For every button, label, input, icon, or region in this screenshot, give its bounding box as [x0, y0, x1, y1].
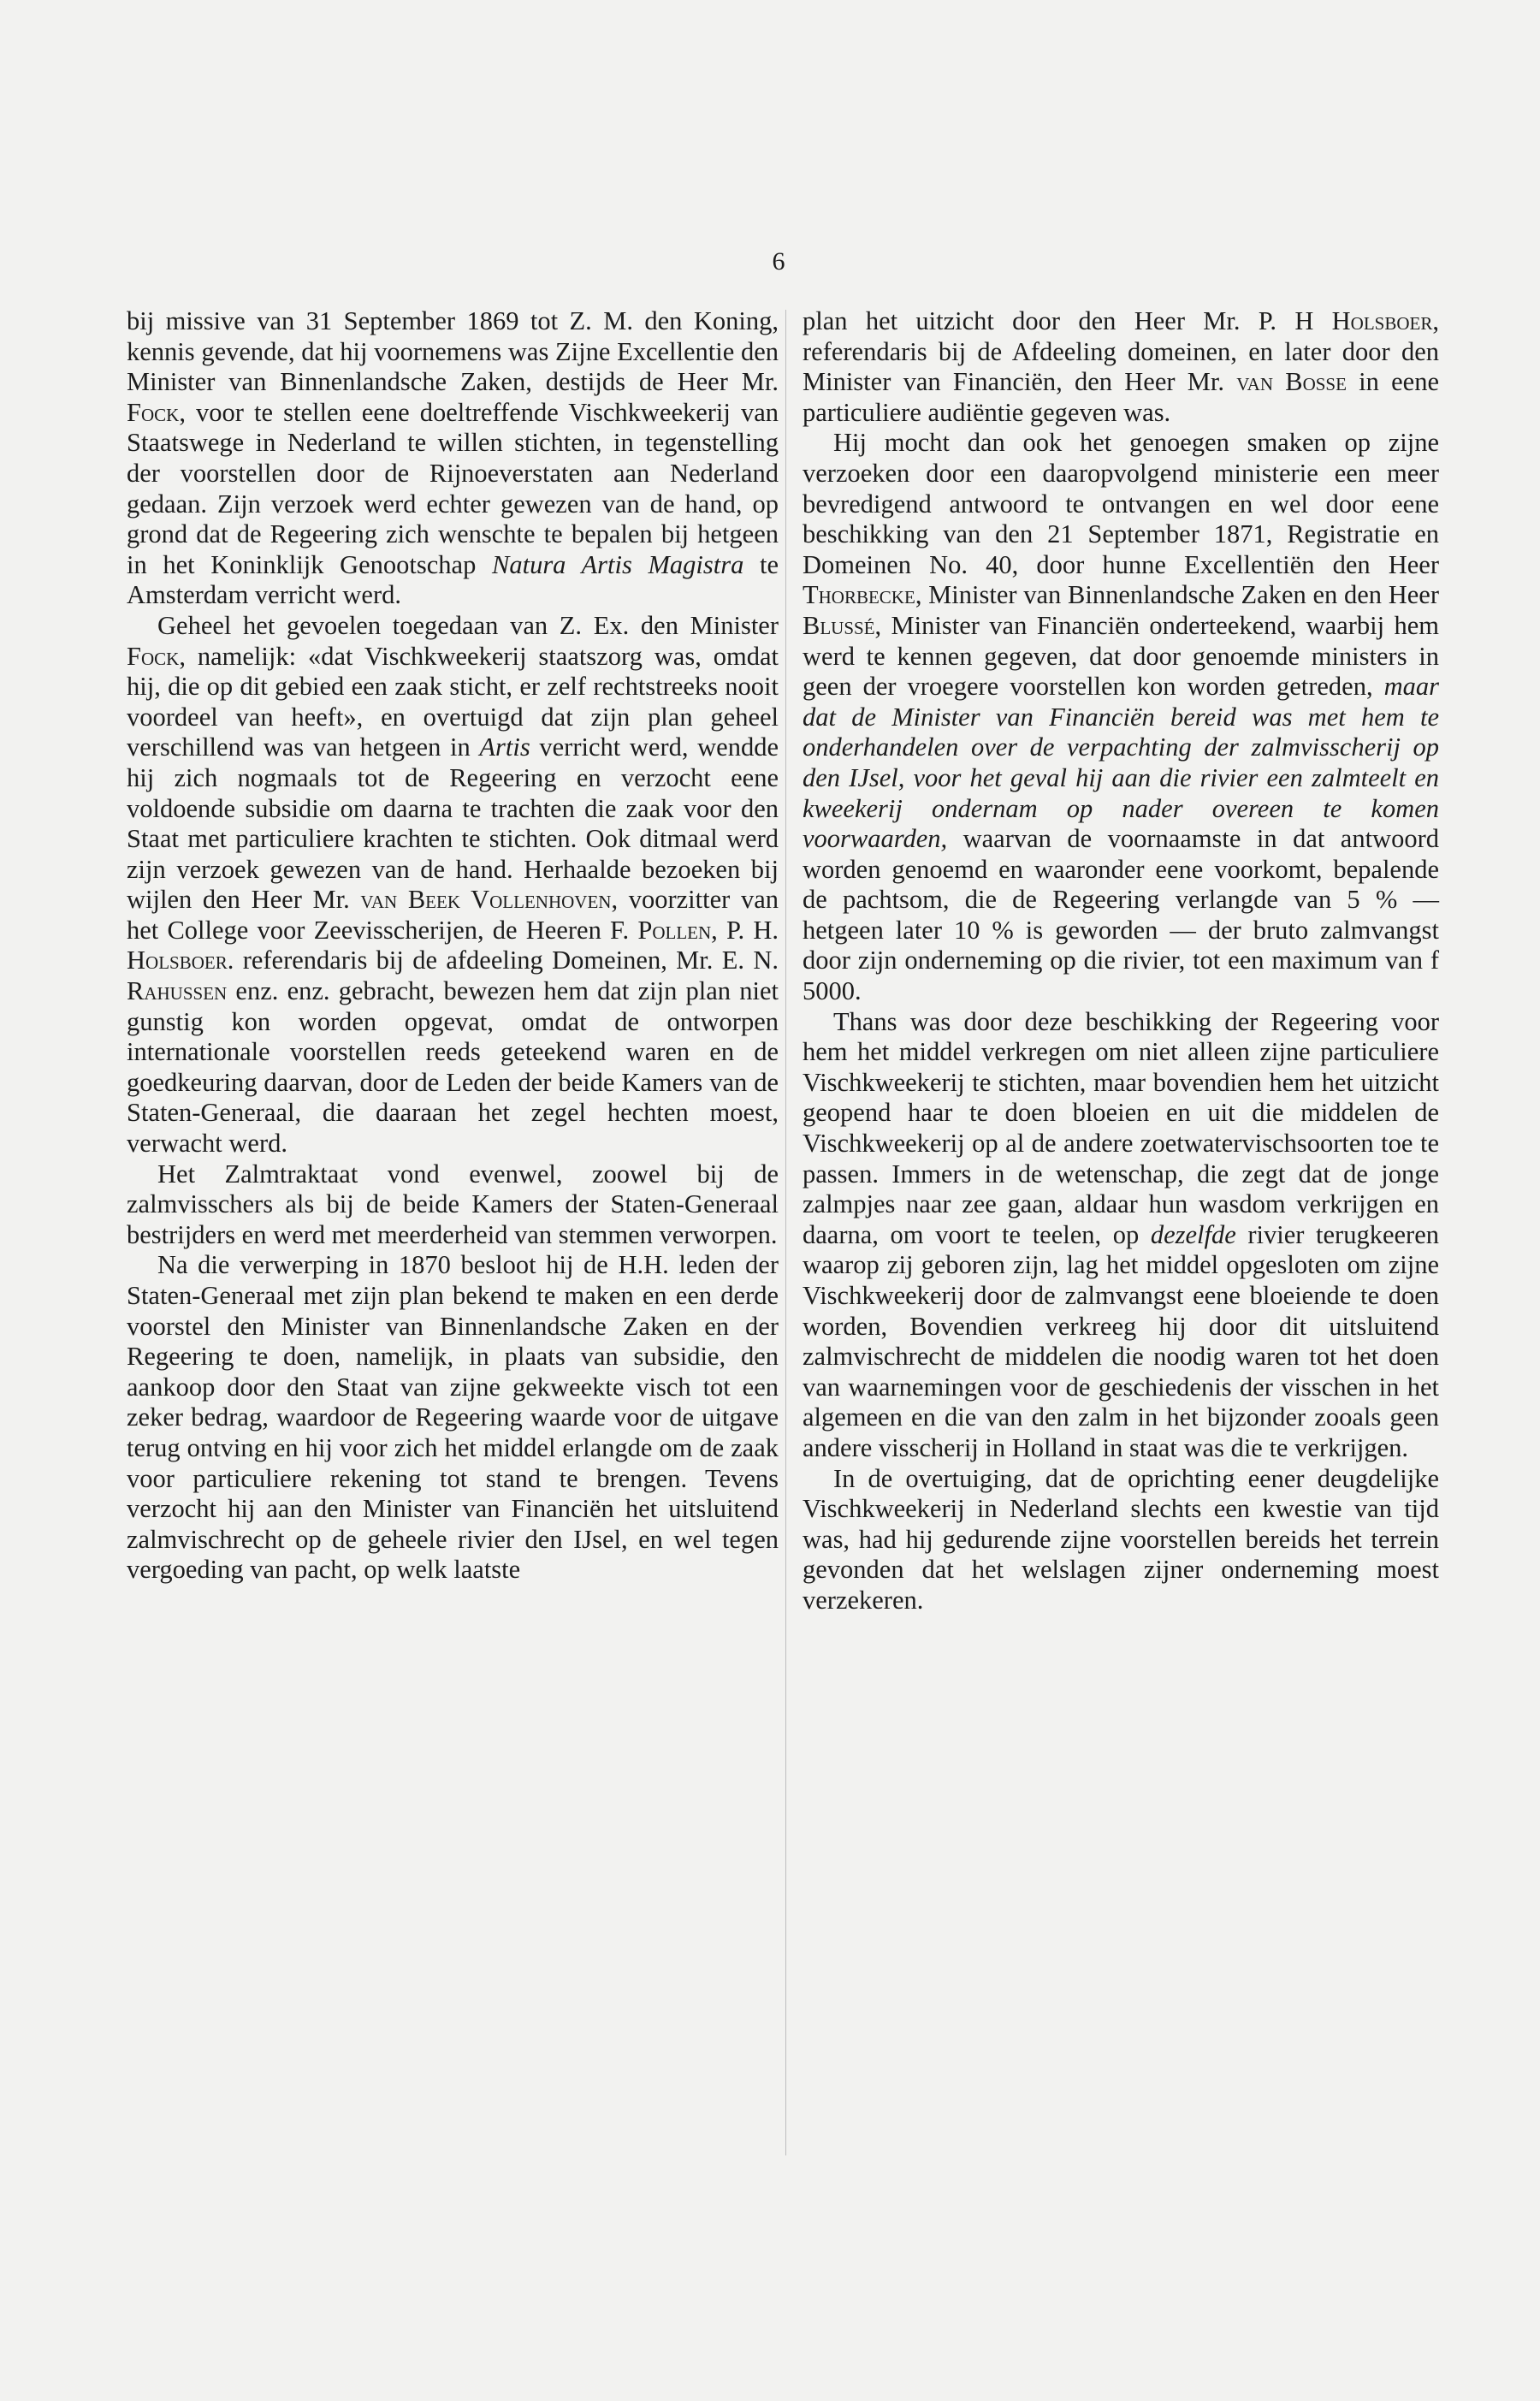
right-paragraph-4: In de overtuiging, dat de oprichting eener deugdelijke Vischkweekerij in Nederland slechts een kwestie van tijd was, had hij gedurende zijne voorstellen bereids het terrein gevonden dat het welslagen zijner onderneming moest verzekeren.	[803, 1463, 1439, 1615]
name-rahussen: Rahussen	[127, 976, 228, 1006]
text-run: , voor te stellen eene doeltreffende Vischkweekerij van Staatswege in Nederland te willen stichten, in tegenstelling der voorstellen door de Rijnoeverstaten aan Nederland gedaan. Zijn verzoek werd echter gewezen van de hand, op grond dat de Regeering zich wenschte te bepalen bij hetgeen in het Koninklijk Genootschap	[127, 397, 779, 579]
column-divider	[785, 310, 786, 2155]
italic-beschikking-quote: maar dat de Minister van Financiën bereid was met hem te onderhandelen over de verpachting der zalmvisscherij op den IJsel, voor het geval hij aan die rivier een zalmteelt en kweekerij ondernam op nader overeen te komen voorwaarden,	[803, 672, 1439, 854]
text-run: in eene particuliere audiëntie gegeven was.	[803, 367, 1439, 427]
name-van-bosse: van Bosse	[1236, 367, 1347, 397]
text-run: Hij mocht dan ook het genoegen smaken op zijne verzoeken door een daaropvolgend ministerie een meer bevredigend antwoord te ontvangen en wel door eene beschikking van den 21 September 1871, Registratie en Domeinen No. 40, door hunne Excellentiën den Heer	[803, 428, 1439, 579]
name-holsboer: Holsboer	[1331, 306, 1433, 335]
name-thorbecke: Thorbecke	[803, 580, 915, 610]
left-paragraph-2	[127, 611, 779, 1159]
text-run: . referendaris bij de afdeeling Domeinen, Mr. E. N.	[227, 946, 779, 975]
left-paragraph-4: Na die verwerping in 1870 besloot hij de H.H. leden der Staten-Generaal met zijn plan bekend te maken en een derde voorstel den Minister van Binnenlandsche Zaken en der Regeering te doen, namelijk, in plaats van subsidie, den aankoop door den Staat van zijne gekweekte visch tot een zeker bedrag, waardoor de Regeering waarde voor de uitgave terug ontving en hij voor zich het middel erlangde om de zaak voor particuliere rekening tot stand te brengen. Tevens verzocht hij aan den Minister van Financiën het uitsluitend zalmvischrecht op de geheele rivier den IJsel, en wel tegen vergoeding van pacht, op welk laatste	[127, 1250, 779, 1585]
left-paragraph-3: Het Zalmtraktaat vond evenwel, zoowel bij de zalmvisschers als bij de beide Kamers der Staten-Generaal bestrijders en werd met meerderheid van stemmen verworpen.	[127, 1159, 779, 1249]
italic-natura-artis-magistra: Natura Artis Magistra	[492, 549, 744, 579]
text-run: , referendaris bij de Afdeeling domeinen, en later door den Minister van Financiën, den Heer Mr.	[803, 306, 1439, 397]
text-run: Thans was door deze beschikking der Regeering voor hem het middel verkregen om niet alleen zijne particuliere Vischkweekerij te stichten, maar bovendien hem het uitzicht geopend haar te doen bloeien en uit die middelen de Vischkweekerij op al de andere zoetwatervischsoorten toe te passen. Immers in de wetenschap, die zegt dat de jonge zalmpjes naar zee gaan, aldaar hun wasdom verkrijgen en daarna, om voort te teelen, op	[803, 1006, 1439, 1249]
text-run: te Amsterdam verricht werd.	[127, 549, 779, 610]
right-column	[803, 306, 1439, 1616]
name-pollen: Pollen	[637, 915, 712, 945]
name-fock: Fock	[127, 397, 180, 427]
text-run: , namelijk: «dat Vischkweekerij staatszorg was, omdat hij, die op dit gebied een zaak sticht, er zelf rechtstreeks nooit voordeel van heeft», en overtuigd dat zijn plan geheel verschillend was van hetgeen in	[127, 641, 779, 762]
text-run: plan het uitzicht door den Heer Mr. P. H	[803, 306, 1332, 335]
name-blusse: Blussé	[803, 610, 875, 640]
text-run: bij missive van 31 September 1869 tot Z. M. den Koning, kennis gevende, dat hij voornemens was Zijne Excellentie den Minister van Binnenlandsche Zaken, destijds de Heer Mr.	[127, 306, 779, 397]
italic-artis: Artis	[479, 732, 530, 762]
text-run: rivier terugkeeren waarop zij geboren zijn, lag het middel opgesloten om zijne Vischkweekerij door de zalmvangst eene bloeiende te doen worden, Bovendien verkreeg hij door dit uitsluitend zalmvischrecht de middelen die noodig waren tot het doen van waarnemingen voor de geschiedenis der visschen in het algemeen en die van den zalm in het bijzonder zooals geen andere visscherij in Holland in staat was die te verkrijgen.	[803, 1219, 1439, 1462]
name-vollenhoven: van Beek Vollenhoven	[360, 885, 612, 915]
name-fock: Fock	[127, 641, 180, 671]
page-number: 6	[772, 247, 785, 276]
text-run: verricht werd, wendde hij zich nogmaals tot de Regeering en verzocht eene voldoende subsidie om daarna te trachten die zaak voor den Staat met particuliere krachten te stichten. Ook ditmaal werd zijn verzoek gewezen van de hand. Herhaalde bezoeken bij wijlen den Heer Mr.	[127, 732, 779, 915]
text-run: waarvan de voornaamste in dat antwoord worden genoemd en waaronder eene voorkomt, bepalende de pachtsom, die de Regeering verlangde van 5 % — hetgeen later 10 % is geworden — der bruto zalmvangst door zijn onderneming op die rivier, tot een maximum van f 5000.	[803, 824, 1439, 1006]
right-paragraph-1	[803, 306, 1439, 428]
text-run: , Minister van Financiën onderteekend, waarbij hem werd te kennen gegeven, dat door genoemde ministers in geen der vroegere voorstellen kon worden getreden,	[803, 610, 1439, 702]
text-run: enz. enz. gebracht, bewezen hem dat zijn plan niet gunstig kon worden opgevat, omdat de ontworpen internationale voorstellen reeds geteekend waren en de goedkeuring daarvan, door de Leden der beide Kamers van de Staten-Generaal, die daaraan het zegel hechten moest, verwacht werd.	[127, 976, 779, 1159]
text-run: , P. H.	[711, 915, 779, 945]
right-paragraph-2	[803, 428, 1439, 1006]
text-run: , voorzitter van het College voor Zeevisscherijen, de Heeren F.	[127, 885, 779, 945]
name-holsboer: Holsboer	[127, 946, 228, 975]
left-column	[127, 306, 779, 1586]
left-paragraph-1	[127, 306, 779, 611]
text-run: , Minister van Binnenlandsche Zaken en den Heer	[915, 580, 1439, 610]
right-paragraph-3	[803, 1007, 1439, 1464]
italic-dezelfde: dezelfde	[1150, 1219, 1236, 1249]
text-run: Geheel het gevoelen toegedaan van Z. Ex. den Minister	[157, 610, 779, 640]
